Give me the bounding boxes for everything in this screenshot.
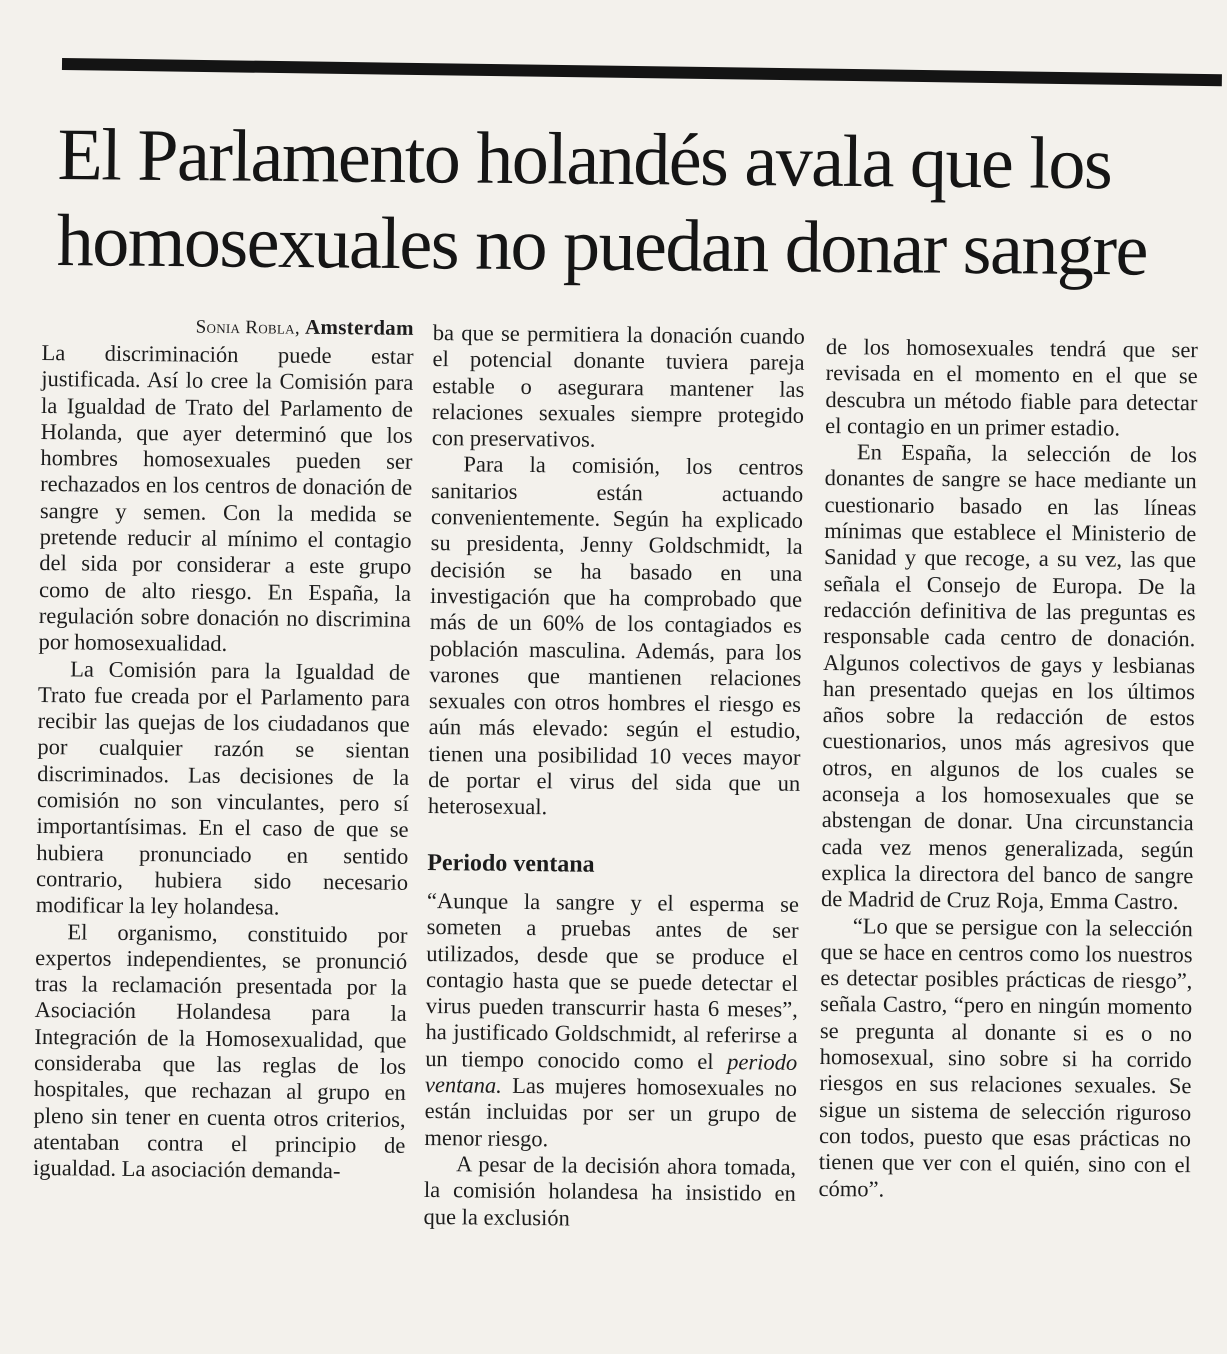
paragraph: El organismo, constituido por expertos independientes, se pronunció tras la reclamación presentada por la Asociación Holandesa para la Integración de la Homosexualidad, que consideraba que las reglas de los hospitales, que rechazan al grupo en pleno sin tener en cuenta otros criterios, atentaban contra el principio de igualdad. La asociación demanda- — [32, 918, 408, 1184]
paragraph-text: Las mujeres homosexuales no están incluidas por ser un grupo de menor riesgo. — [424, 1072, 798, 1151]
paragraph: En España, la selección de los donantes de sangre se hace mediante un cuestionario basado en las líneas mínimas que establece el Ministerio de Sanidad y que recoge, a su vez, las que señala el Consejo de Europa. De la redacción definitiva de las preguntas es responsable cada centro de donación. Algunos colectivos de gays y lesbianas han presentado quejas en los últimos años sobre la redacción de estos cuestionarios, unos más agresivos que otros, en algunos de los cuales se aconseja a los homosexuales que se abstengan de donar. Una circunstancia cada vez menos generalizada, según explica la directora del banco de sangre de Madrid de Cruz Roja, Emma Castro. — [820, 439, 1198, 915]
paragraph: “Lo que se persigue con la selección que se hace en centros como los nuestros es detectar posibles prácticas de riesgo”, señala Castro, “pero en ningún momento se pregunta al donante si es o no homosexual, sino sobre si ha corrido riesgos en sus relaciones sexuales. Se sigue un sistema de selección riguroso con todos, puesto que esas prácticas no tienen que ver con el quién, sino con el cómo”. — [818, 912, 1193, 1202]
top-rule — [62, 58, 1222, 86]
headline-line-1: El Parlamento holandés avala que los — [57, 113, 1112, 206]
paragraph: A pesar de la decisión ahora tomada, la comisión holandesa ha insistido en que la exclusión — [423, 1151, 797, 1230]
headline-line-2: homosexuales no puedan donar sangre — [56, 199, 1148, 292]
paragraph: Para la comisión, los centros sanitarios están actuando convenientemente. Según ha explicado su presidenta, Jenny Goldschmidt, la decisión se ha basado en una investigación que ha comprobado que más de un 60% de los contagiados es población masculina. Además, para los varones que mantienen relaciones sexuales con otros hombres el riesgo es aún más elevado: según el estudio, tienen una posibilidad 10 veces mayor de portar el virus del sida que un heterosexual. — [427, 451, 804, 820]
column-2 — [423, 320, 805, 1234]
paragraph: La discriminación puede estar justificada. Así lo cree la Comisión para la Igualdad de Trato del Parlamento de Holanda, que ayer determinó que los hombres homosexuales pueden ser rechazados en los centros de donación de sangre y semen. Con la medida se pretende reducir al mínimo el contagio del sida por considerar a este grupo como de alto riesgo. En España, la regulación sobre donación no discrimina por homosexualidad. — [38, 339, 414, 657]
byline — [42, 312, 414, 342]
paragraph: ba que se permitiera la donación cuando el potencial donante tuviera pareja estable o asegurara mantener las relaciones sexuales siempre protegido con preservativos. — [431, 320, 805, 452]
byline-location: Amsterdam — [304, 314, 414, 340]
byline-author: Sonia Robla, — [195, 316, 301, 339]
paragraph: de los homosexuales tendrá que ser revisada en el momento en el que se descubra un método fiable para detectar el contagio en un primer estadio. — [825, 334, 1198, 441]
paragraph: La Comisión para la Igualdad de Trato fue creada por el Parlamento para recibir las quejas de los ciudadanos que por cualquier razón se sientan discriminados. Las decisiones de la comisión no son vinculantes, pero sí importantísimas. En el caso de que se hubiera pronunciado en sentido contrario, hubiera sido necesario modificar la ley holandesa. — [35, 655, 411, 920]
paragraph — [424, 888, 799, 1155]
column-1 — [33, 312, 414, 1185]
paragraph-italic-term: periodo ventana. — [424, 1048, 798, 1098]
paragraph-text: “Aunque la sangre y el esperma se someten a pruebas antes de ser utilizados, desde que se produce el contagio hasta que se puede detectar el virus pueden transcurrir hasta 6 meses”, ha justificado Goldschmidt, al referirse a un tiempo conocido como el — [425, 887, 800, 1074]
section-subhead: Periodo ventana — [427, 849, 595, 878]
headline — [56, 112, 1177, 294]
column-3 — [818, 334, 1198, 1205]
